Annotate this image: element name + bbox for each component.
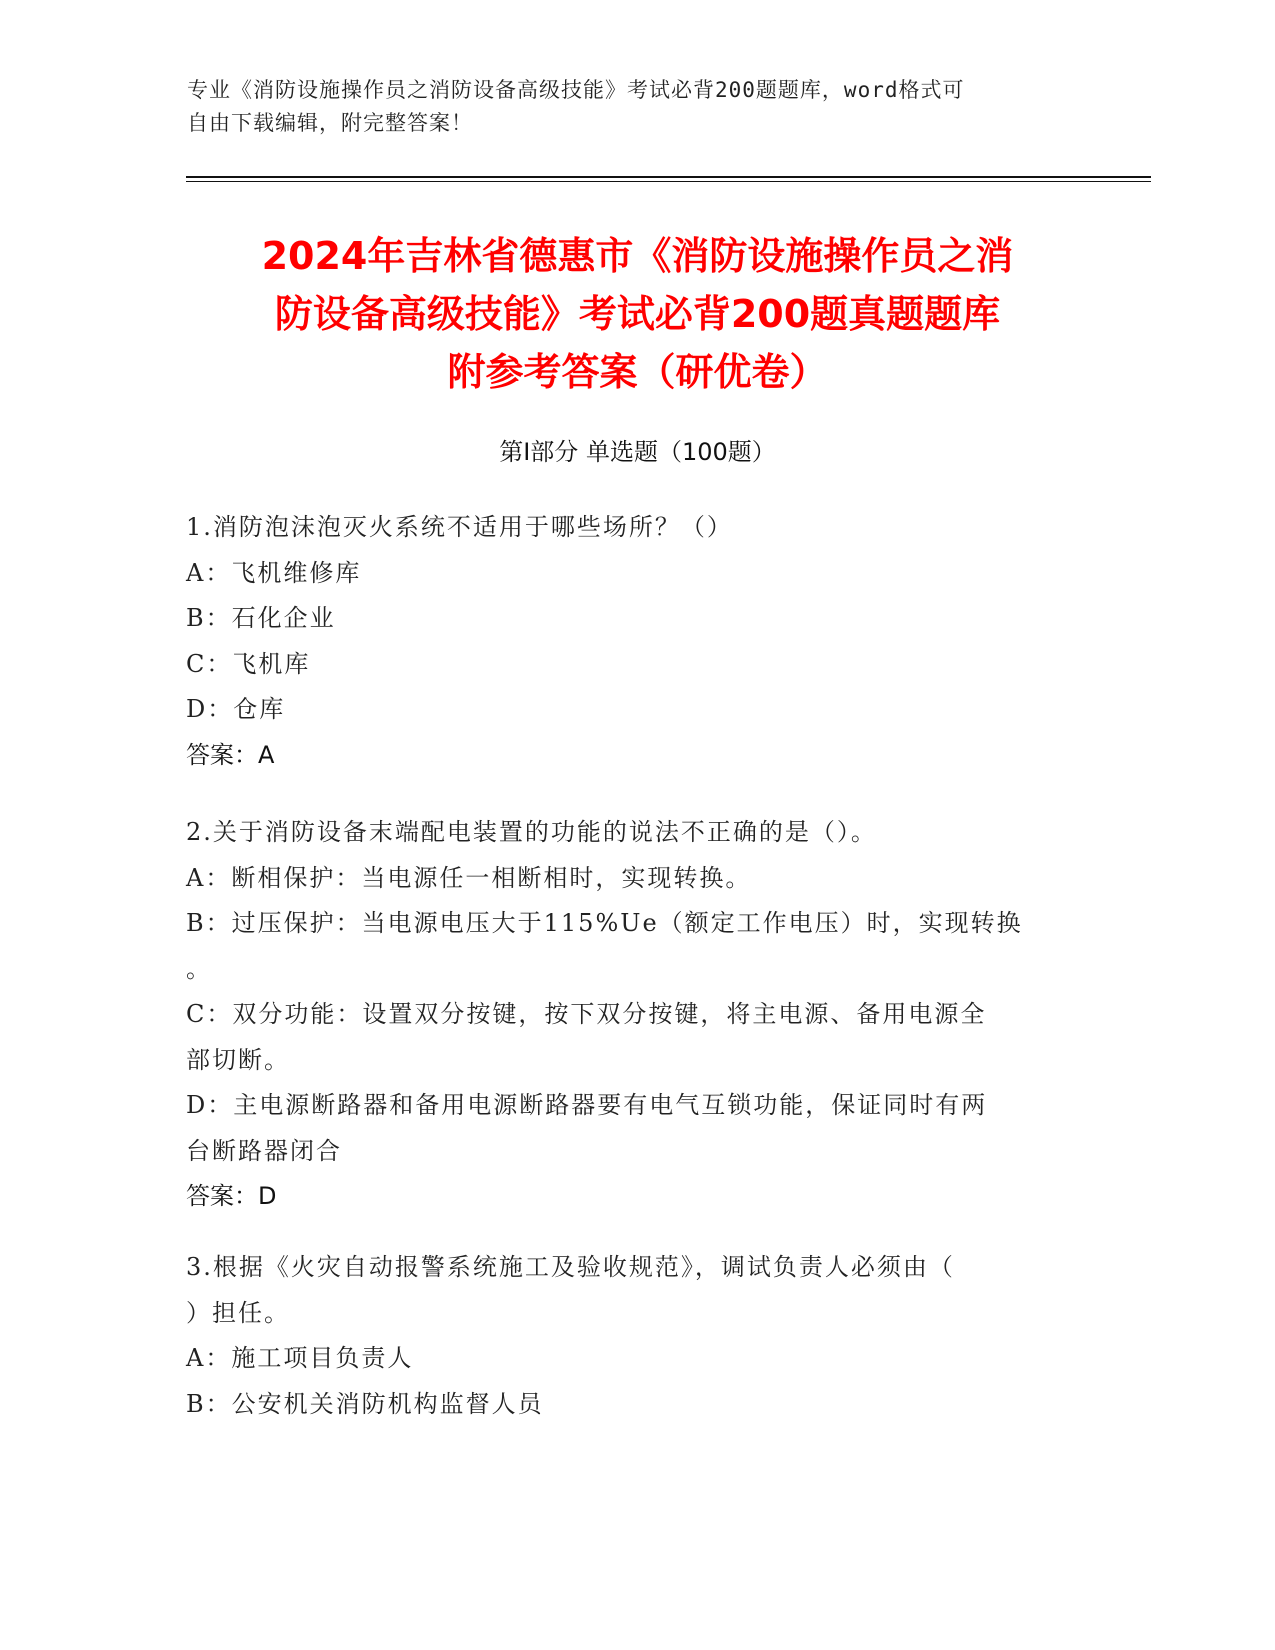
- question-1-answer: 答案：A: [186, 740, 275, 769]
- question-2: [186, 810, 1086, 1220]
- question-1-stem: 1.消防泡沫泡灭火系统不适用于哪些场所？（）: [186, 513, 733, 541]
- question-2-stem: 2.关于消防设备末端配电装置的功能的说法不正确的是（）。: [186, 818, 877, 846]
- question-1-option-a: A：飞机维修库: [186, 558, 362, 587]
- document-title-line-3: 附参考答案（研优卷）: [447, 350, 828, 394]
- header-divider-thin: [186, 181, 1151, 182]
- document-title: [160, 227, 1115, 401]
- header-note-line-1: 专业《消防设施操作员之消防设备高级技能》考试必背200题题库，word格式可: [187, 78, 965, 102]
- question-2-option-c: C：双分功能：设置双分按键，按下双分按键，将主电源、备用电源全: [186, 1000, 987, 1028]
- question-2-option-b-cont: 。: [186, 954, 212, 983]
- document-title-line-2: 防设备高级技能》考试必背200题真题题库: [274, 292, 1001, 336]
- question-2-option-c-cont: 部切断。: [186, 1045, 290, 1074]
- question-3-option-a: A：施工项目负责人: [186, 1344, 414, 1372]
- document-title-line-1: 2024年吉林省德惠市《消防设施操作员之消: [261, 234, 1014, 278]
- question-2-answer: 答案：D: [186, 1182, 277, 1210]
- section-title: 第Ⅰ部分 单选题（100题）: [499, 438, 776, 466]
- question-1-option-c: C：飞机库: [186, 649, 311, 678]
- question-2-option-b: B：过压保护：当电源电压大于115%Ue（额定工作电压）时，实现转换: [186, 909, 1023, 937]
- header-note: [187, 74, 1087, 140]
- question-2-option-d-cont: 台断路器闭合: [186, 1136, 342, 1165]
- question-3-option-b: B：公安机关消防机构监督人员: [186, 1389, 544, 1418]
- question-1: [186, 505, 1086, 778]
- question-3-stem-cont: ）担任。: [186, 1298, 290, 1327]
- question-1-option-d: D：仓库: [186, 695, 286, 723]
- header-divider-thick: [186, 176, 1151, 178]
- question-2-option-d: D：主电源断路器和备用电源断路器要有电气互锁功能，保证同时有两: [186, 1091, 988, 1119]
- question-2-option-a: A：断相保护：当电源任一相断相时，实现转换。: [186, 863, 752, 892]
- question-3-stem: 3.根据《火灾自动报警系统施工及验收规范》，调试负责人必须由（: [186, 1253, 955, 1281]
- header-note-line-2: 自由下载编辑，附完整答案！: [187, 111, 473, 135]
- question-3: [186, 1245, 1086, 1427]
- question-1-option-b: B：石化企业: [186, 604, 336, 632]
